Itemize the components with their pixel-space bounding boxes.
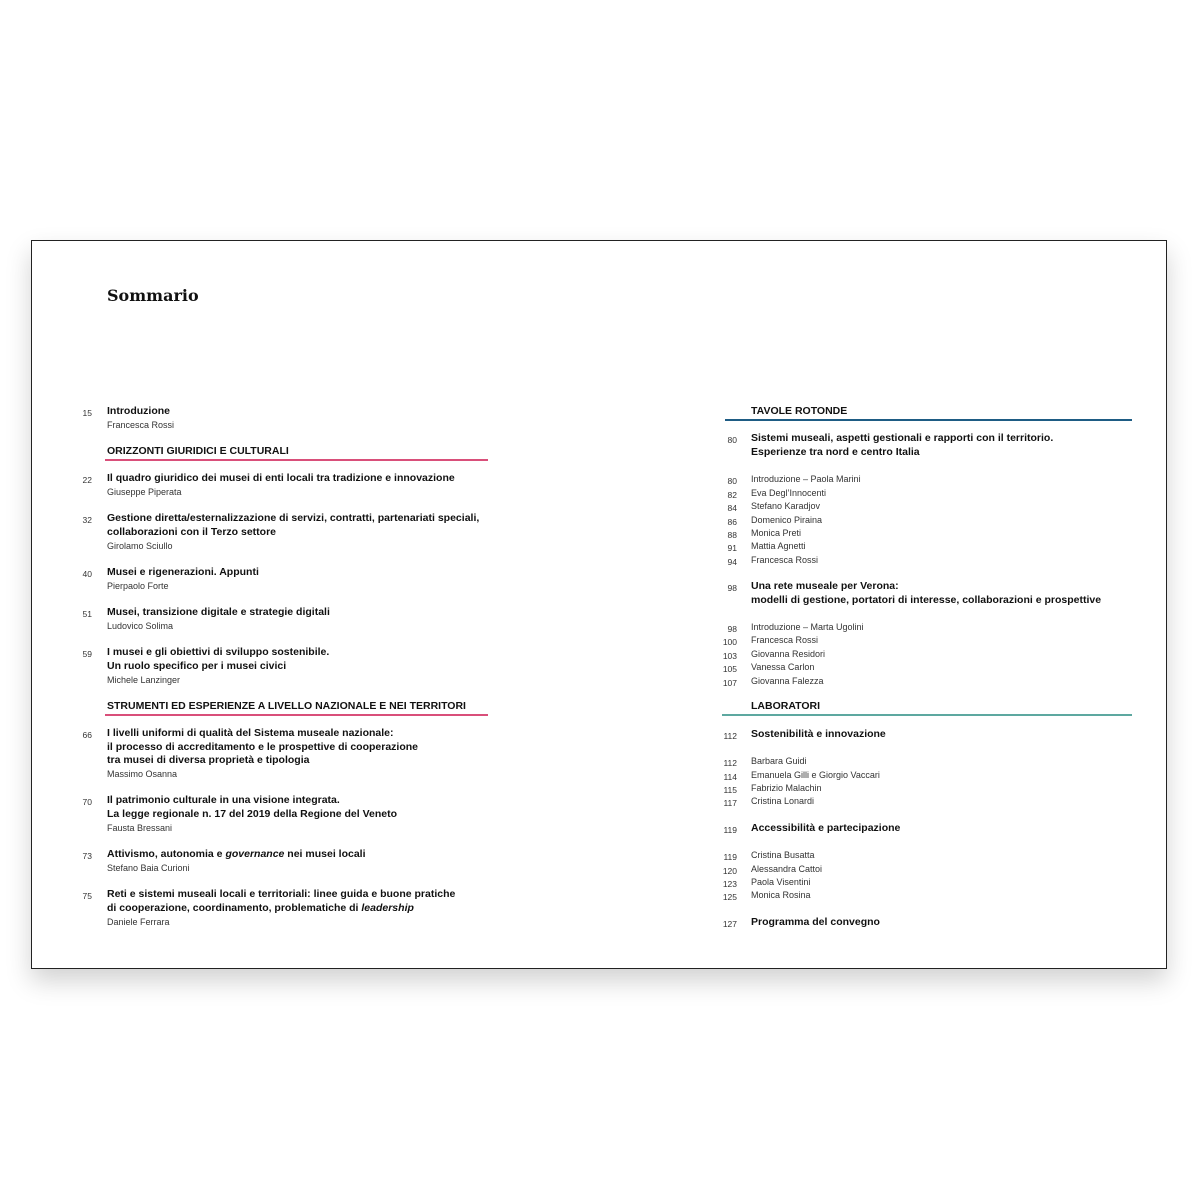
book-spread <box>31 240 1167 969</box>
toc-page-number: 80 <box>727 476 737 486</box>
toc-title-part: di cooperazione, coordinamento, problematiche di <box>107 902 362 914</box>
toc-speaker: Domenico Piraina <box>751 515 823 525</box>
toc-entry-title <box>107 848 366 862</box>
toc-speaker: Monica Rosina <box>751 890 811 900</box>
toc-page-number: 91 <box>727 543 737 553</box>
toc-page-number: 120 <box>722 866 737 876</box>
toc-entry-title: Programma del convegno <box>751 916 880 928</box>
toc-entry-author: Ludovico Solima <box>107 621 174 631</box>
toc-page-number: 105 <box>722 664 737 674</box>
toc-speaker: Introduzione – Paola Marini <box>751 474 861 484</box>
toc-page-number: 94 <box>727 557 737 567</box>
toc-entry-title: Esperienze tra nord e centro Italia <box>751 446 920 458</box>
toc-page-number: 115 <box>723 785 737 795</box>
toc-page-number: 112 <box>723 731 737 741</box>
toc-entry-author: Girolamo Sciullo <box>107 541 173 551</box>
toc-page-number: 98 <box>727 624 737 634</box>
toc-speaker: Introduzione – Marta Ugolini <box>751 622 864 632</box>
toc-page-number: 70 <box>82 797 92 807</box>
toc-speaker: Francesca Rossi <box>751 635 819 645</box>
toc-entry-title: Sistemi museali, aspetti gestionali e rapporti con il territorio. <box>751 432 1054 444</box>
toc-entry-title: collaborazioni con il Terzo settore <box>107 526 276 538</box>
toc-speaker: Monica Preti <box>751 528 802 538</box>
toc-entry-author: Daniele Ferrara <box>107 917 170 927</box>
toc-page-number: 15 <box>82 408 92 418</box>
section-heading-strumenti: STRUMENTI ED ESPERIENZE A LIVELLO NAZIONALE E NEI TERRITORI <box>107 700 466 712</box>
toc-entry-title: Sostenibilità e innovazione <box>751 728 886 740</box>
toc-entry-title: Musei, transizione digitale e strategie digitali <box>107 606 330 618</box>
toc-speaker: Fabrizio Malachin <box>751 783 822 793</box>
toc-speaker: Cristina Busatta <box>751 850 815 860</box>
toc-entry-author: Stefano Baia Curioni <box>107 863 190 873</box>
toc-entry-title: Gestione diretta/esternalizzazione di servizi, contratti, partenariati speciali, <box>107 512 480 524</box>
toc-entry-title: Il patrimonio culturale in una visione integrata. <box>107 794 340 806</box>
page-title: Sommario <box>107 286 199 305</box>
toc-page-number: 123 <box>722 879 737 889</box>
toc-entry-title: Introduzione <box>107 405 170 417</box>
toc-entry-title <box>107 902 414 916</box>
toc-speaker: Stefano Karadjov <box>751 501 821 511</box>
toc-page-number: 32 <box>82 515 92 525</box>
toc-entry-title: La legge regionale n. 17 del 2019 della Regione del Veneto <box>107 808 398 820</box>
toc-page-number: 75 <box>82 891 92 901</box>
toc-page-number: 22 <box>82 475 92 485</box>
section-rule-pink <box>105 714 488 716</box>
toc-entry-author: Giuseppe Piperata <box>107 487 182 497</box>
toc-entry-author: Francesca Rossi <box>107 420 175 430</box>
toc-speaker: Barbara Guidi <box>751 756 807 766</box>
toc-page-number: 40 <box>82 569 92 579</box>
toc-speaker: Paola Visentini <box>751 877 811 887</box>
toc-title-part: Attivismo, autonomia e <box>107 848 226 860</box>
section-heading-tavole: TAVOLE ROTONDE <box>751 405 848 417</box>
toc-entry-title: Il quadro giuridico dei musei di enti locali tra tradizione e innovazione <box>107 472 455 484</box>
toc-page-number: 117 <box>723 798 737 808</box>
toc-entry-title: I livelli uniformi di qualità del Sistema museale nazionale: <box>107 727 394 739</box>
toc-page-number: 86 <box>727 517 737 527</box>
toc-page-number: 103 <box>722 651 737 661</box>
section-rule-blue <box>725 419 1132 421</box>
toc-entry-title: Accessibilità e partecipazione <box>751 822 901 834</box>
toc-speaker: Vanessa Carlon <box>751 662 815 672</box>
toc-page-number: 73 <box>82 851 92 861</box>
toc-entry-author: Michele Lanzinger <box>107 675 181 685</box>
toc-page-number: 107 <box>722 678 737 688</box>
toc-speaker: Cristina Lonardi <box>751 796 815 806</box>
toc-speaker: Giovanna Falezza <box>751 676 824 686</box>
toc-speaker: Alessandra Cattoi <box>751 864 823 874</box>
toc-page-number: 119 <box>723 825 737 835</box>
section-heading-orizzonti: ORIZZONTI GIURIDICI E CULTURALI <box>107 445 289 457</box>
toc-entry-title: Reti e sistemi museali locali e territoriali: linee guida e buone pratiche <box>107 888 456 900</box>
section-rule-teal <box>722 714 1132 716</box>
toc-page-number: 80 <box>727 435 737 445</box>
toc-page-number: 127 <box>722 919 737 929</box>
toc-entry-author: Pierpaolo Forte <box>107 581 169 591</box>
toc-page-number: 59 <box>82 649 92 659</box>
toc-page-number: 119 <box>723 852 737 862</box>
toc-speaker: Eva Degl’Innocenti <box>751 488 827 498</box>
toc-speaker: Emanuela Gilli e Giorgio Vaccari <box>751 770 880 780</box>
toc-page-number: 51 <box>82 609 92 619</box>
toc-page-number: 66 <box>82 730 92 740</box>
toc-entry-title: il processo di accreditamento e le prospettive di cooperazione <box>107 741 419 753</box>
section-heading-laboratori: LABORATORI <box>751 700 821 712</box>
toc-speaker: Mattia Agnetti <box>751 541 806 551</box>
toc-entry-author: Massimo Osanna <box>107 769 178 779</box>
toc-entry-title: Una rete museale per Verona: <box>751 580 899 592</box>
toc-title-italic: leadership <box>361 902 414 914</box>
toc-entry-title: tra musei di diversa proprietà e tipologia <box>107 754 310 766</box>
toc-entry-title: Musei e rigenerazioni. Appunti <box>107 566 259 578</box>
toc-title-italic: governance <box>225 848 285 860</box>
toc-page-number: 125 <box>722 892 737 902</box>
toc-entry-title: modelli di gestione, portatori di interesse, collaborazioni e prospettive <box>751 594 1102 606</box>
toc-speaker: Giovanna Residori <box>751 649 826 659</box>
toc-title-part: nei musei locali <box>284 848 366 860</box>
toc-speaker: Francesca Rossi <box>751 555 819 565</box>
toc-entry-author: Fausta Bressani <box>107 823 173 833</box>
toc-page-number: 88 <box>727 530 737 540</box>
toc-entry-title: Un ruolo specifico per i musei civici <box>107 660 287 672</box>
section-rule-pink <box>105 459 488 461</box>
toc-entry-title: I musei e gli obiettivi di sviluppo sostenibile. <box>107 646 330 658</box>
toc-page-number: 98 <box>727 583 737 593</box>
toc-page-number: 82 <box>727 490 737 500</box>
toc-page-number: 112 <box>723 758 737 768</box>
toc-page-number: 100 <box>722 637 737 647</box>
toc-page-number: 114 <box>723 772 737 782</box>
toc-page-number: 84 <box>727 503 737 513</box>
